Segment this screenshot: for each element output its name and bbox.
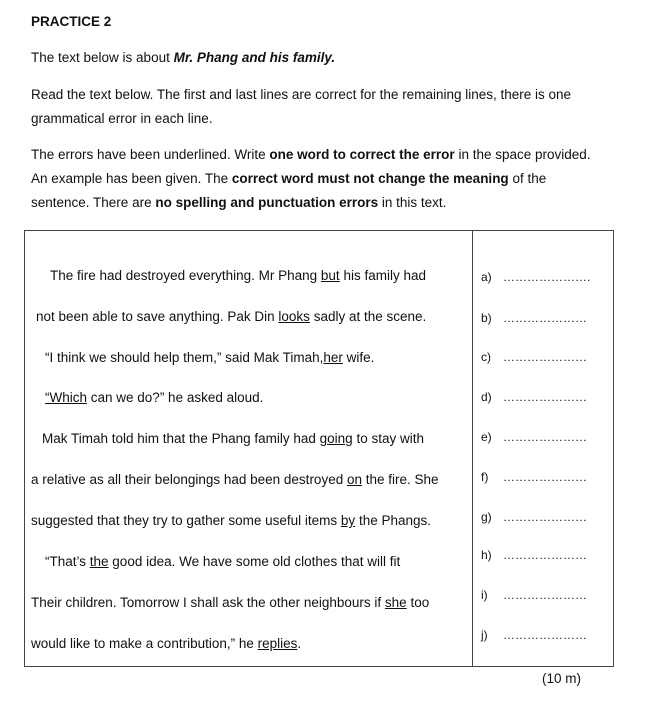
line-text: The fire had destroyed everything. Mr Phang [50,268,321,283]
passage-line-9 [31,595,429,610]
answer-slot-f[interactable] [481,470,587,484]
instructions-paragraph-1: Read the text below. The first and last lines are correct for the remaining lines, there is one grammatical error in each line. [31,87,572,126]
answer-blank[interactable]: …………………. [503,270,591,284]
answer-slot-c[interactable] [481,350,587,364]
line-text: would like to make a contribution,” he [31,636,258,651]
answer-label: b) [481,311,492,325]
instr-text-4: in this text. [378,195,447,210]
underlined-error: but [320,268,340,283]
passage-line-8 [45,554,400,569]
passage-line-5 [42,431,424,446]
line-text: the fire. She [362,472,439,487]
line-text: not been able to save anything. Pak Din [36,309,279,324]
answer-label: d) [481,390,492,404]
answer-slot-b[interactable] [481,311,587,325]
instr-text-3: of the sentence. There are [31,171,547,210]
answer-label: j) [481,628,488,642]
line-text: good idea. We have some old clothes that will fit [108,554,401,569]
answer-label: f) [481,470,489,484]
underlined-error: her [323,350,343,365]
line-text: too [406,595,430,610]
answer-blank[interactable]: ………………… [503,350,587,364]
passage-line-3 [45,350,374,365]
answer-slot-i[interactable] [481,588,587,602]
answer-label: e) [481,430,492,444]
total-marks: (10 m) [542,671,582,686]
line-text: wife. [342,350,375,365]
line-text: sadly at the scene. [309,309,427,324]
intro-text: The text below is about [31,50,174,65]
answer-blank[interactable]: ………………… [503,548,587,562]
answer-blank[interactable]: ………………… [503,628,587,642]
answer-label: i) [481,588,488,602]
underlined-error: on [346,472,362,487]
answer-blank[interactable]: ………………… [503,470,587,484]
line-text: “I think we should help them,” said Mak Timah, [45,350,324,365]
instructions-paragraph-2 [31,143,591,215]
underlined-error: she [384,595,407,610]
passage-line-7 [31,513,431,528]
underlined-error: looks [278,309,310,324]
passage-line-4 [45,390,263,405]
column-divider [472,230,473,667]
answer-slot-g[interactable] [481,510,587,524]
line-text: his family had [339,268,426,283]
passage-line-6 [31,472,439,487]
answer-blank[interactable]: ………………… [503,510,587,524]
instr-bold-1: one word to correct the error [269,147,455,162]
answer-slot-j[interactable] [481,628,587,642]
answer-blank[interactable]: ………………… [503,390,587,404]
page-title: PRACTICE 2 [31,14,112,29]
instr-bold-3: no spelling and punctuation errors [155,195,379,210]
answer-slot-d[interactable] [481,390,587,404]
line-text: . [297,636,302,651]
line-text: suggested that they try to gather some useful items [31,513,341,528]
line-text: to stay with [352,431,424,446]
underlined-error: “Which [45,390,88,405]
line-text: the Phangs. [355,513,431,528]
answer-label: h) [481,548,492,562]
instr-bold-2: correct word must not change the meaning [231,171,509,186]
underlined-error: the [89,554,109,569]
answer-label: g) [481,510,492,524]
passage-line-2 [36,309,426,324]
line-text: “That’s [45,554,90,569]
answer-slot-a[interactable] [481,270,590,284]
answer-label: a) [481,270,492,284]
line-text: a relative as all their belongings had been destroyed [31,472,347,487]
underlined-error: by [340,513,356,528]
line-text: Mak Timah told him that the Phang family had [42,431,320,446]
line-text: can we do?” he asked aloud. [87,390,264,405]
answer-blank[interactable]: ………………… [503,430,587,444]
answer-label: c) [481,350,491,364]
underlined-error: replies [257,636,298,651]
passage-line-1 [50,268,426,283]
answer-blank[interactable]: ………………… [503,588,587,602]
instr-text-2: in the space provided. An example has been given. The [31,147,591,186]
answer-blank[interactable]: ………………… [503,311,587,325]
intro-topic: Mr. Phang and his family. [173,50,336,65]
instr-text-1: The errors have been underlined. Write [31,147,270,162]
intro-paragraph [31,46,591,70]
passage-line-10 [31,636,301,651]
line-text: Their children. Tomorrow I shall ask the other neighbours if [31,595,385,610]
underlined-error: going [319,431,353,446]
answer-slot-h[interactable] [481,548,587,562]
answer-slot-e[interactable] [481,430,587,444]
